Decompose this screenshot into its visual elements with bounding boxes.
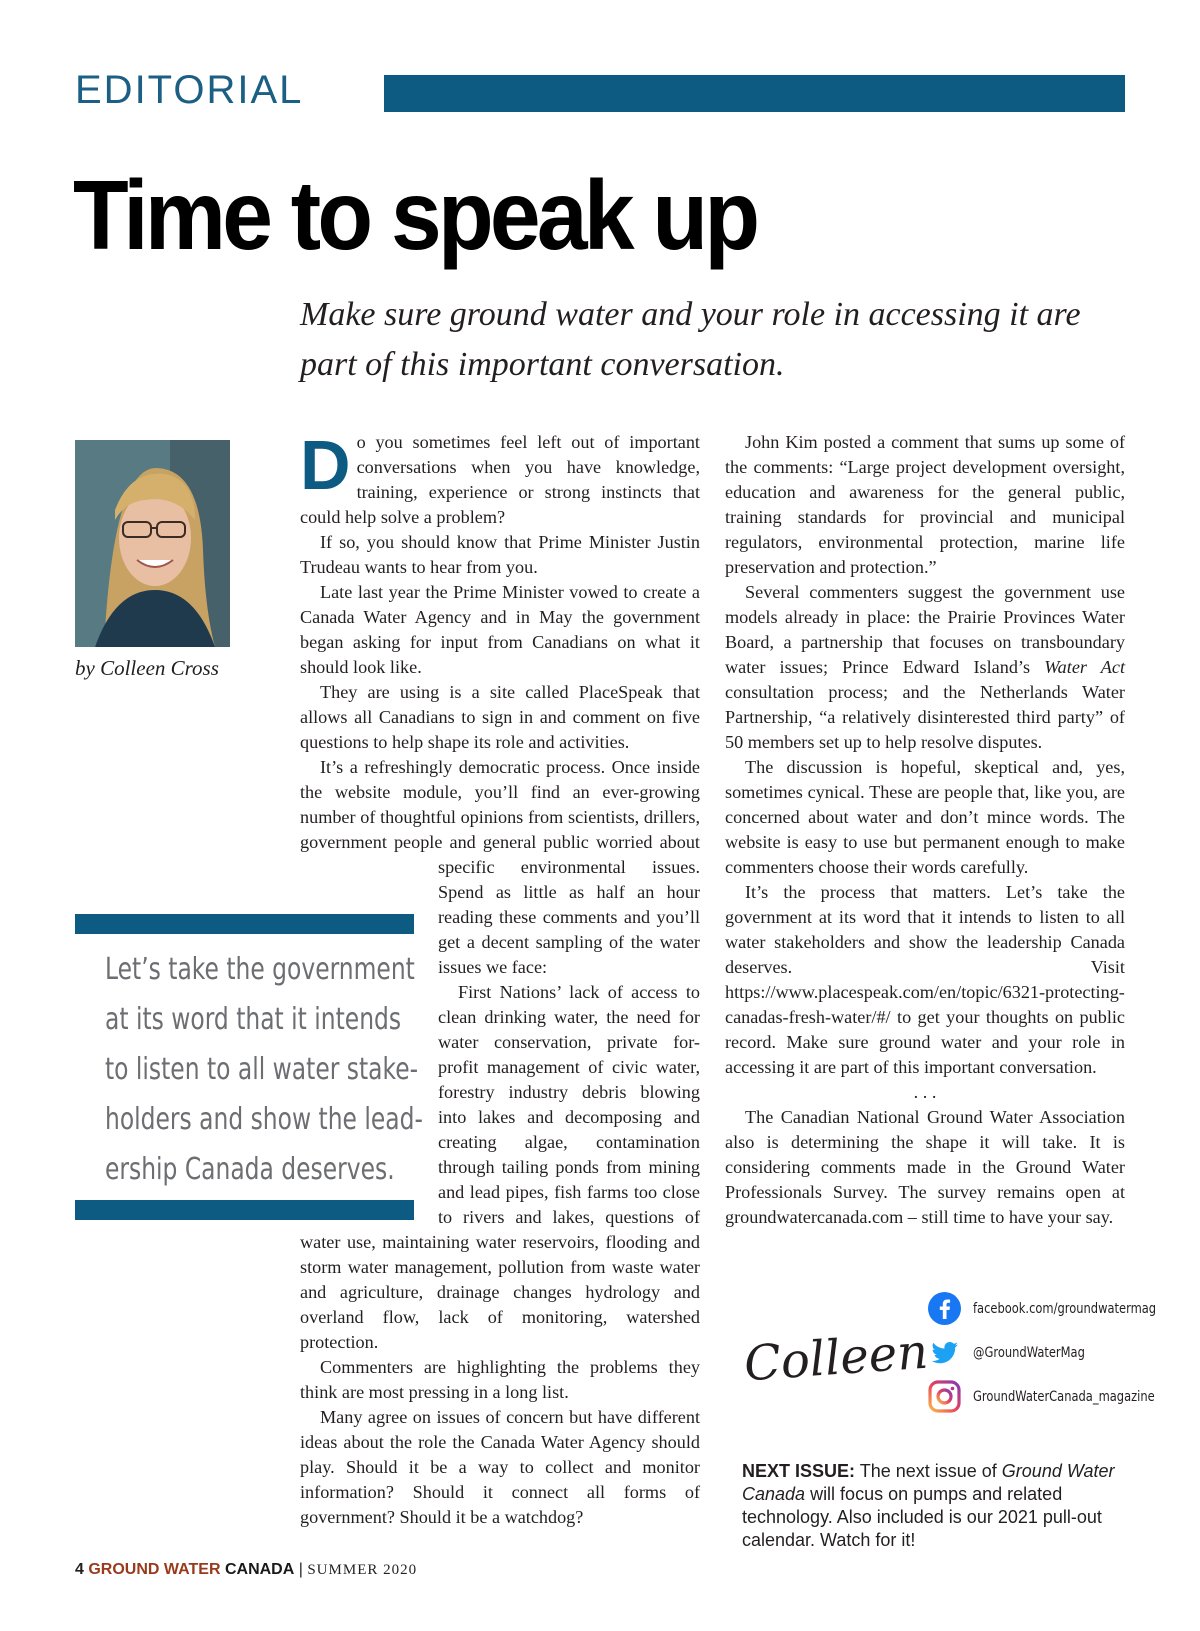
paragraph: Late last year the Prime Minister vowed to create a Canada Water Agency and in May the government began asking for input from Canadians on what it should look like. (300, 582, 700, 677)
next-issue-label: NEXT ISSUE: (742, 1461, 856, 1481)
section-header-bar (384, 75, 1125, 112)
issue-date: SUMMER 2020 (307, 1562, 418, 1578)
paragraph: The discussion is hopeful, skeptical and, yes, sometimes cynical. These are people that, like you, are concerned about water and don’t mince words. The website is easy to use but permanent enough to make commenters choose their words carefully. (725, 757, 1125, 877)
paragraph: The Canadian National Ground Water Association also is determining the shape it will take. It is considering comments made in the Ground Water Professionals Survey. The survey remains open at groundwatercanada.com – still time to have your say. (725, 1107, 1125, 1227)
deck-subtitle: Make sure ground water and your role in accessing it are part of this important conversation. (300, 296, 1081, 383)
pullquote-rule-top (75, 914, 414, 934)
magazine-title: Ground Water Canada (742, 1461, 1115, 1504)
page-number: 4 (75, 1561, 84, 1578)
drop-cap: D (300, 426, 351, 504)
signature: Colleen (742, 1323, 930, 1393)
author-photo (75, 440, 230, 647)
instagram-icon (928, 1380, 961, 1413)
paragraph: John Kim posted a comment that sums up some of the comments: “Large project development oversight, education and awareness for the general public, training standards for provincial and municipal regulators, environmental protection, marine life preservation and protection.” (725, 432, 1125, 577)
body-column-right (725, 430, 1125, 1230)
byline: by Colleen Cross (75, 656, 219, 680)
paragraph: It’s the process that matters. Let’s take the government at its word that it intends to listen to all water stakeholders and show the leadership Canada deserves. Visit https://www.placespeak.com/en/topic/6321-protecting-canadas-fresh-water/#/ to get your thoughts on public record. Make sure ground water and your role in accessing it are part of this important conversation. (725, 882, 1125, 1077)
paragraph: o you sometimes feel left out of important conversations when you have knowledge, training, experience or strong instincts that could help solve a problem? (300, 432, 700, 527)
paragraph: Commenters are highlighting the problems they think are most pressing in a long list. (300, 1357, 700, 1402)
brand-canada: CANADA (224, 1561, 295, 1578)
social-twitter[interactable] (928, 1336, 1109, 1369)
social-label: @GroundWaterMag (973, 1344, 1085, 1361)
act-title: Water Act (1044, 657, 1126, 677)
next-issue-note: NEXT ISSUE: The next issue of Ground Water Canada will focus on pumps and related technology. Also included is our 2021 pull-out calendar. Watch for it! (742, 1461, 1115, 1550)
social-instagram[interactable] (928, 1380, 1195, 1413)
twitter-icon (928, 1336, 961, 1369)
pullquote-rule-bottom (75, 1200, 414, 1220)
facebook-icon (928, 1292, 961, 1325)
section-label: EDITORIAL (75, 68, 304, 112)
paragraph: Several commenters suggest the government use models already in place: the Prairie Provinces Water Board, a partnership that focuses on transboundary water issues; Prince Edward Island’s Water Act consultation process; and the Netherlands Water Partnership, “a relatively disinterested third party” of 50 members set up to help resolve disputes. (725, 582, 1126, 752)
social-label: facebook.com/groundwatermag (973, 1300, 1157, 1317)
pullquote: Let’s take the government at its word that it intends to listen to all water stake-holders and show the lead-ership Canada deserves. (105, 952, 423, 1187)
paragraph: Many agree on issues of concern but have different ideas about the role the Canada Water Agency should play. Should it be a way to collect and monitor information? Should it connect all forms of government? Should it be a watchdog? (300, 1407, 700, 1527)
paragraph: If so, you should know that Prime Minister Justin Trudeau wants to hear from you. (300, 532, 700, 577)
social-facebook[interactable] (928, 1292, 1196, 1325)
paragraph: First Nations’ lack of access to clean drinking water, the need for water conservation, private for-profit management of civic water, forestry industry debris blowing into lakes and decomposing and creating algae, contamination through tailing ponds from mining and lead pipes, fish farms too close to rivers and lakes, questions of water use, maintaining water reservoirs, flooding and storm water management, pollution from waste water and agriculture, drainage changes hydrology and overland flow, lack of monitoring, watershed protection. (300, 982, 700, 1352)
paragraph: They are using is a site called PlaceSpeak that allows all Canadians to sign in and comment on five questions to help shape its role and activities. (300, 682, 700, 752)
footer-divider: | (298, 1561, 303, 1578)
brand-ground-water: GROUND WATER (88, 1561, 221, 1578)
paragraph-text: It’s a refreshingly democratic process. Once inside the website module, you’ll find an ever-growing number of thoughtful opinions from scientists, drillers, government people and general public worried about specific environmental issues. Spend as little as half an hour reading these comments and you’ll get a decent sampling of the water issues we face: (300, 757, 700, 977)
page-footer (75, 1561, 417, 1579)
headline: Time to speak up (73, 160, 757, 270)
section-separator: . . . (913, 1082, 937, 1102)
social-label: GroundWaterCanada_magazine (973, 1388, 1155, 1405)
